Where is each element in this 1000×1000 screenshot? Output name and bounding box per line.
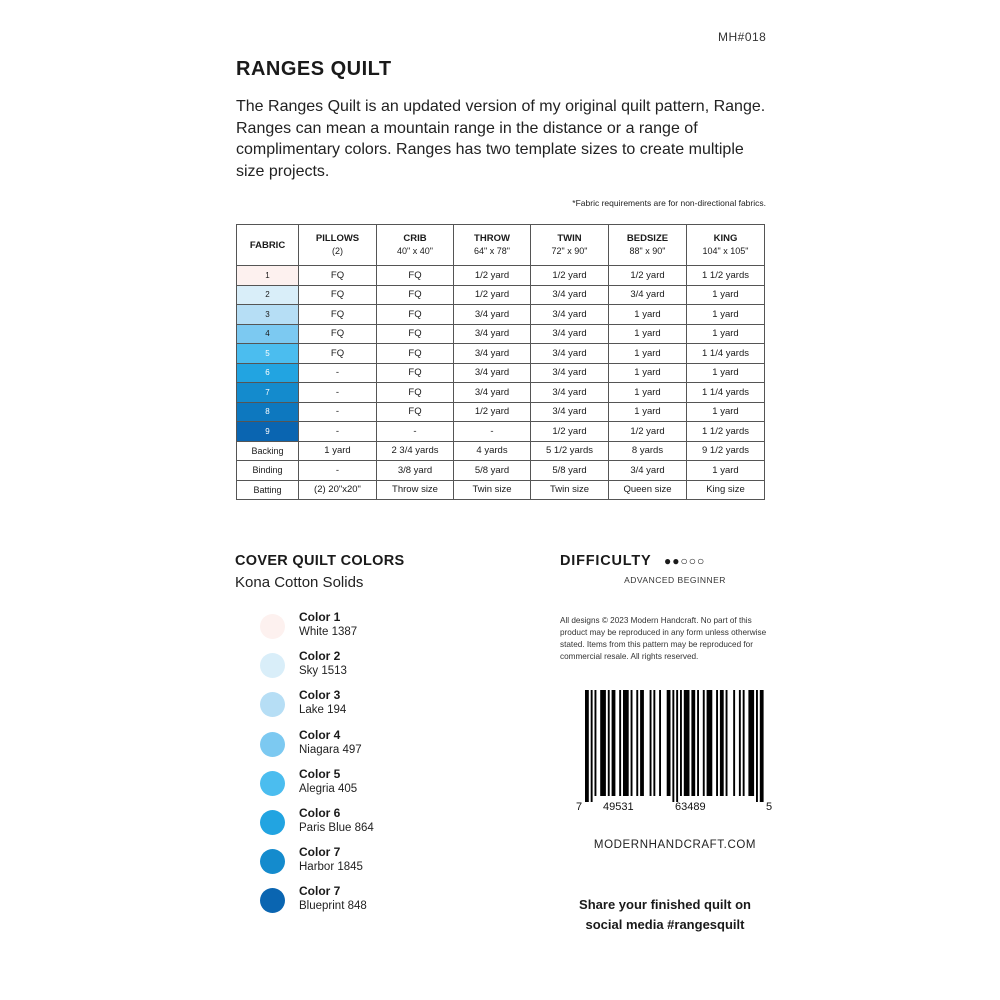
color-name: Color 7: [299, 845, 341, 860]
barcode-bar: [595, 690, 597, 796]
table-row: [237, 363, 765, 383]
table-cell: 1 1/4 yards: [687, 383, 765, 403]
color-swatch: [260, 810, 285, 835]
table-cell: King size: [687, 480, 765, 500]
table-cell: 1 1/2 yards: [687, 422, 765, 442]
table-cell: 3/4 yard: [609, 285, 687, 305]
table-row: [237, 285, 765, 305]
table-header-row: [237, 225, 765, 266]
barcode-bar: [640, 690, 644, 796]
column-header: [609, 225, 687, 266]
table-cell: -: [299, 461, 377, 481]
column-header: [531, 225, 609, 266]
color-swatch: [260, 888, 285, 913]
fabric-note: *Fabric requirements are for non-directional fabrics.: [572, 198, 766, 208]
fabric-swatch-cell: 2: [237, 285, 299, 305]
table-cell: 1 1/2 yards: [687, 266, 765, 286]
table-cell: 1 yard: [687, 324, 765, 344]
table-cell: 3/4 yard: [531, 305, 609, 325]
table-cell: Twin size: [454, 480, 531, 500]
barcode-bar: [623, 690, 629, 796]
table-cell: FQ: [377, 305, 454, 325]
color-swatch: [260, 653, 285, 678]
barcode-bar: [659, 690, 661, 796]
color-name: Color 3: [299, 688, 341, 703]
fabric-requirements-table: [236, 224, 765, 500]
table-cell: 1 yard: [687, 285, 765, 305]
barcode-bar: [743, 690, 745, 796]
barcode-digit-prefix: 7: [576, 801, 583, 813]
barcode-bar: [733, 690, 735, 796]
table-cell: 1/2 yard: [609, 266, 687, 286]
table-row: [237, 461, 765, 481]
cover-colors-heading: COVER QUILT COLORS: [235, 553, 405, 569]
color-value: Lake 194: [299, 704, 347, 717]
table-cell: 1 yard: [609, 305, 687, 325]
barcode-bar: [703, 690, 705, 796]
share-line-2: social media #rangesquilt: [585, 917, 745, 932]
table-cell: 3/4 yard: [454, 305, 531, 325]
column-header-name: CRIB: [403, 233, 427, 244]
table-cell: 1/2 yard: [609, 422, 687, 442]
table-cell: 3/4 yard: [454, 383, 531, 403]
fabric-swatch-cell: 4: [237, 324, 299, 344]
column-header-name: PILLOWS: [315, 233, 360, 244]
table-cell: FQ: [299, 344, 377, 364]
table-cell: 1 yard: [299, 441, 377, 461]
color-name: Color 7: [299, 884, 341, 899]
barcode-digit-check: 5: [766, 801, 773, 813]
column-header: [299, 225, 377, 266]
barcode-bar: [707, 690, 713, 796]
barcode-bar: [748, 690, 754, 796]
table-cell: 1 yard: [609, 324, 687, 344]
table-cell: 1 yard: [609, 363, 687, 383]
table-cell: 3/4 yard: [454, 344, 531, 364]
table-cell: Twin size: [531, 480, 609, 500]
difficulty-label: DIFFICULTY: [560, 553, 652, 569]
fabric-swatch-cell: 5: [237, 344, 299, 364]
table-row: [237, 266, 765, 286]
difficulty-rating: [664, 554, 705, 568]
table-cell: 1 yard: [687, 402, 765, 422]
table-cell: 3/4 yard: [531, 402, 609, 422]
table-cell: 1/2 yard: [531, 422, 609, 442]
table-cell: 9 1/2 yards: [687, 441, 765, 461]
column-header-size: 88" x 90": [629, 246, 666, 256]
barcode-bar: [585, 690, 589, 802]
barcode-bar: [667, 690, 671, 796]
table-cell: -: [299, 422, 377, 442]
difficulty-dot-filled: ●: [672, 554, 681, 568]
table-cell: FQ: [377, 383, 454, 403]
column-header-size: 40" x 40": [397, 246, 433, 256]
table-cell: 3/4 yard: [531, 324, 609, 344]
table-cell: 1/2 yard: [454, 402, 531, 422]
table-cell: 5 1/2 yards: [531, 441, 609, 461]
table-cell: 3/4 yard: [531, 383, 609, 403]
barcode-bar: [697, 690, 699, 796]
fabric-swatch-cell: 7: [237, 383, 299, 403]
color-value: Sky 1513: [299, 665, 347, 678]
table-cell: 1 yard: [687, 363, 765, 383]
table-cell: 1 yard: [609, 344, 687, 364]
barcode-bar: [619, 690, 621, 796]
barcode-bar: [608, 690, 610, 796]
fabric-swatch-cell: 3: [237, 305, 299, 325]
table-cell: 1/2 yard: [531, 266, 609, 286]
column-header-name: KING: [713, 233, 738, 244]
table-cell: 1 yard: [609, 402, 687, 422]
share-line-1: Share your finished quilt on: [579, 897, 751, 912]
color-value: Harbor 1845: [299, 861, 363, 874]
table-cell: FQ: [377, 324, 454, 344]
color-swatch: [260, 732, 285, 757]
table-cell: 5/8 yard: [531, 461, 609, 481]
fabric-swatch-cell: 8: [237, 402, 299, 422]
page-title: RANGES QUILT: [236, 58, 392, 80]
table-cell: -: [454, 422, 531, 442]
column-header-name: FABRIC: [249, 239, 286, 251]
table-cell: (2) 20"x20": [299, 480, 377, 500]
barcode-bar: [680, 690, 682, 796]
row-label: Binding: [237, 461, 299, 481]
color-swatch: [260, 614, 285, 639]
barcode-bar: [612, 690, 616, 796]
color-value: Alegria 405: [299, 782, 358, 795]
column-header-size: (2): [332, 246, 343, 256]
table-cell: 8 yards: [609, 441, 687, 461]
difficulty-dot-filled: ●: [664, 554, 673, 568]
table-cell: 2 3/4 yards: [377, 441, 454, 461]
table-cell: 5/8 yard: [454, 461, 531, 481]
table-cell: FQ: [377, 285, 454, 305]
table-cell: FQ: [299, 324, 377, 344]
row-label: Backing: [237, 441, 299, 461]
color-name: Color 2: [299, 649, 341, 664]
barcode-bar: [600, 690, 606, 796]
column-header: [687, 225, 765, 266]
column-header-size: 64" x 78": [474, 246, 510, 256]
color-name: Color 5: [299, 766, 341, 781]
barcode-bar: [720, 690, 724, 796]
barcode-bar: [756, 690, 758, 802]
column-header-name: BEDSIZE: [626, 233, 669, 244]
barcode-bar: [691, 690, 695, 796]
table-cell: 4 yards: [454, 441, 531, 461]
table-cell: Throw size: [377, 480, 454, 500]
table-row: [237, 324, 765, 344]
table-cell: 3/8 yard: [377, 461, 454, 481]
column-header-name: TWIN: [557, 233, 582, 244]
table-cell: 3/4 yard: [531, 285, 609, 305]
table-cell: 3/4 yard: [609, 461, 687, 481]
color-value: Blueprint 848: [299, 900, 367, 913]
color-swatch: [260, 771, 285, 796]
table-row: [237, 402, 765, 422]
barcode-bar: [672, 690, 674, 802]
column-header: [454, 225, 531, 266]
table-cell: -: [377, 422, 454, 442]
table-cell: Queen size: [609, 480, 687, 500]
intro-paragraph: The Ranges Quilt is an updated version of my original quilt pattern, Range. Ranges can mean a mountain range in the distance or a range of complimentary colors. Ranges has two template sizes to create multiple size projects.: [236, 98, 766, 180]
barcode-digits: [576, 801, 776, 815]
website-link[interactable]: MODERNHANDCRAFT.COM: [593, 839, 757, 851]
color-value: White 1387: [299, 626, 358, 638]
table-cell: 1 yard: [687, 461, 765, 481]
table-cell: 1 yard: [687, 305, 765, 325]
table-cell: 1/2 yard: [454, 285, 531, 305]
barcode-bar: [676, 690, 678, 802]
table-cell: 1 yard: [609, 383, 687, 403]
barcode-bar: [631, 690, 633, 796]
column-header: [377, 225, 454, 266]
color-name: Color 1: [299, 610, 341, 624]
color-name: Color 4: [299, 727, 341, 742]
table-cell: -: [299, 402, 377, 422]
barcode-bar: [760, 690, 764, 802]
table-cell: 3/4 yard: [531, 363, 609, 383]
column-header-size: 104" x 105": [702, 246, 749, 256]
barcode-bar: [716, 690, 718, 796]
fabric-swatch-cell: 9: [237, 422, 299, 442]
column-header-name: THROW: [474, 233, 510, 244]
cover-colors-subheading: Kona Cotton Solids: [235, 574, 364, 591]
table-cell: FQ: [377, 402, 454, 422]
table-cell: 1 1/4 yards: [687, 344, 765, 364]
difficulty-dot-empty: ○: [688, 554, 697, 568]
difficulty-dot-empty: ○: [697, 554, 706, 568]
barcode-image: [585, 690, 765, 802]
table-cell: FQ: [377, 363, 454, 383]
table-cell: 3/4 yard: [531, 344, 609, 364]
table-row: [237, 441, 765, 461]
share-message: [540, 895, 790, 935]
barcode-digit-left: 49531: [603, 801, 634, 813]
table-cell: FQ: [299, 305, 377, 325]
color-value: Niagara 497: [299, 743, 362, 756]
table-cell: -: [299, 383, 377, 403]
color-swatch: [260, 692, 285, 717]
table-cell: -: [299, 363, 377, 383]
row-label: Batting: [237, 480, 299, 500]
color-swatch: [260, 849, 285, 874]
table-row: [237, 344, 765, 364]
barcode-bar: [739, 690, 741, 796]
pattern-code: MH#018: [718, 30, 767, 44]
barcode-digit-right: 63489: [675, 801, 706, 813]
table-row: [237, 480, 765, 500]
table-cell: 1/2 yard: [454, 266, 531, 286]
table-cell: FQ: [299, 285, 377, 305]
copyright-notice: All designs © 2023 Modern Handcraft. No part of this product may be reproduced in any form unless otherwise stated. Items from this pattern may be reproduced for commercial resale. All rights reserved.: [560, 616, 767, 661]
table-cell: FQ: [377, 266, 454, 286]
barcode-bar: [636, 690, 638, 796]
table-cell: FQ: [377, 344, 454, 364]
barcode-bar: [726, 690, 728, 796]
color-name: Color 6: [299, 806, 341, 820]
barcode-bar: [653, 690, 655, 796]
column-header-size: 72" x 90": [551, 246, 588, 256]
table-row: [237, 383, 765, 403]
barcode-bar: [684, 690, 690, 796]
fabric-swatch-cell: 1: [237, 266, 299, 286]
table-row: [237, 305, 765, 325]
barcode-bar: [650, 690, 652, 796]
table-body: [237, 266, 765, 500]
table-cell: 3/4 yard: [454, 363, 531, 383]
color-value: Paris Blue 864: [299, 822, 374, 834]
column-header: [237, 225, 299, 266]
difficulty-level: ADVANCED BEGINNER: [624, 575, 726, 585]
table-row: [237, 422, 765, 442]
difficulty-dot-empty: ○: [680, 554, 689, 568]
barcode-bar: [591, 690, 593, 802]
table-cell: FQ: [299, 266, 377, 286]
table-cell: 3/4 yard: [454, 324, 531, 344]
fabric-swatch-cell: 6: [237, 363, 299, 383]
